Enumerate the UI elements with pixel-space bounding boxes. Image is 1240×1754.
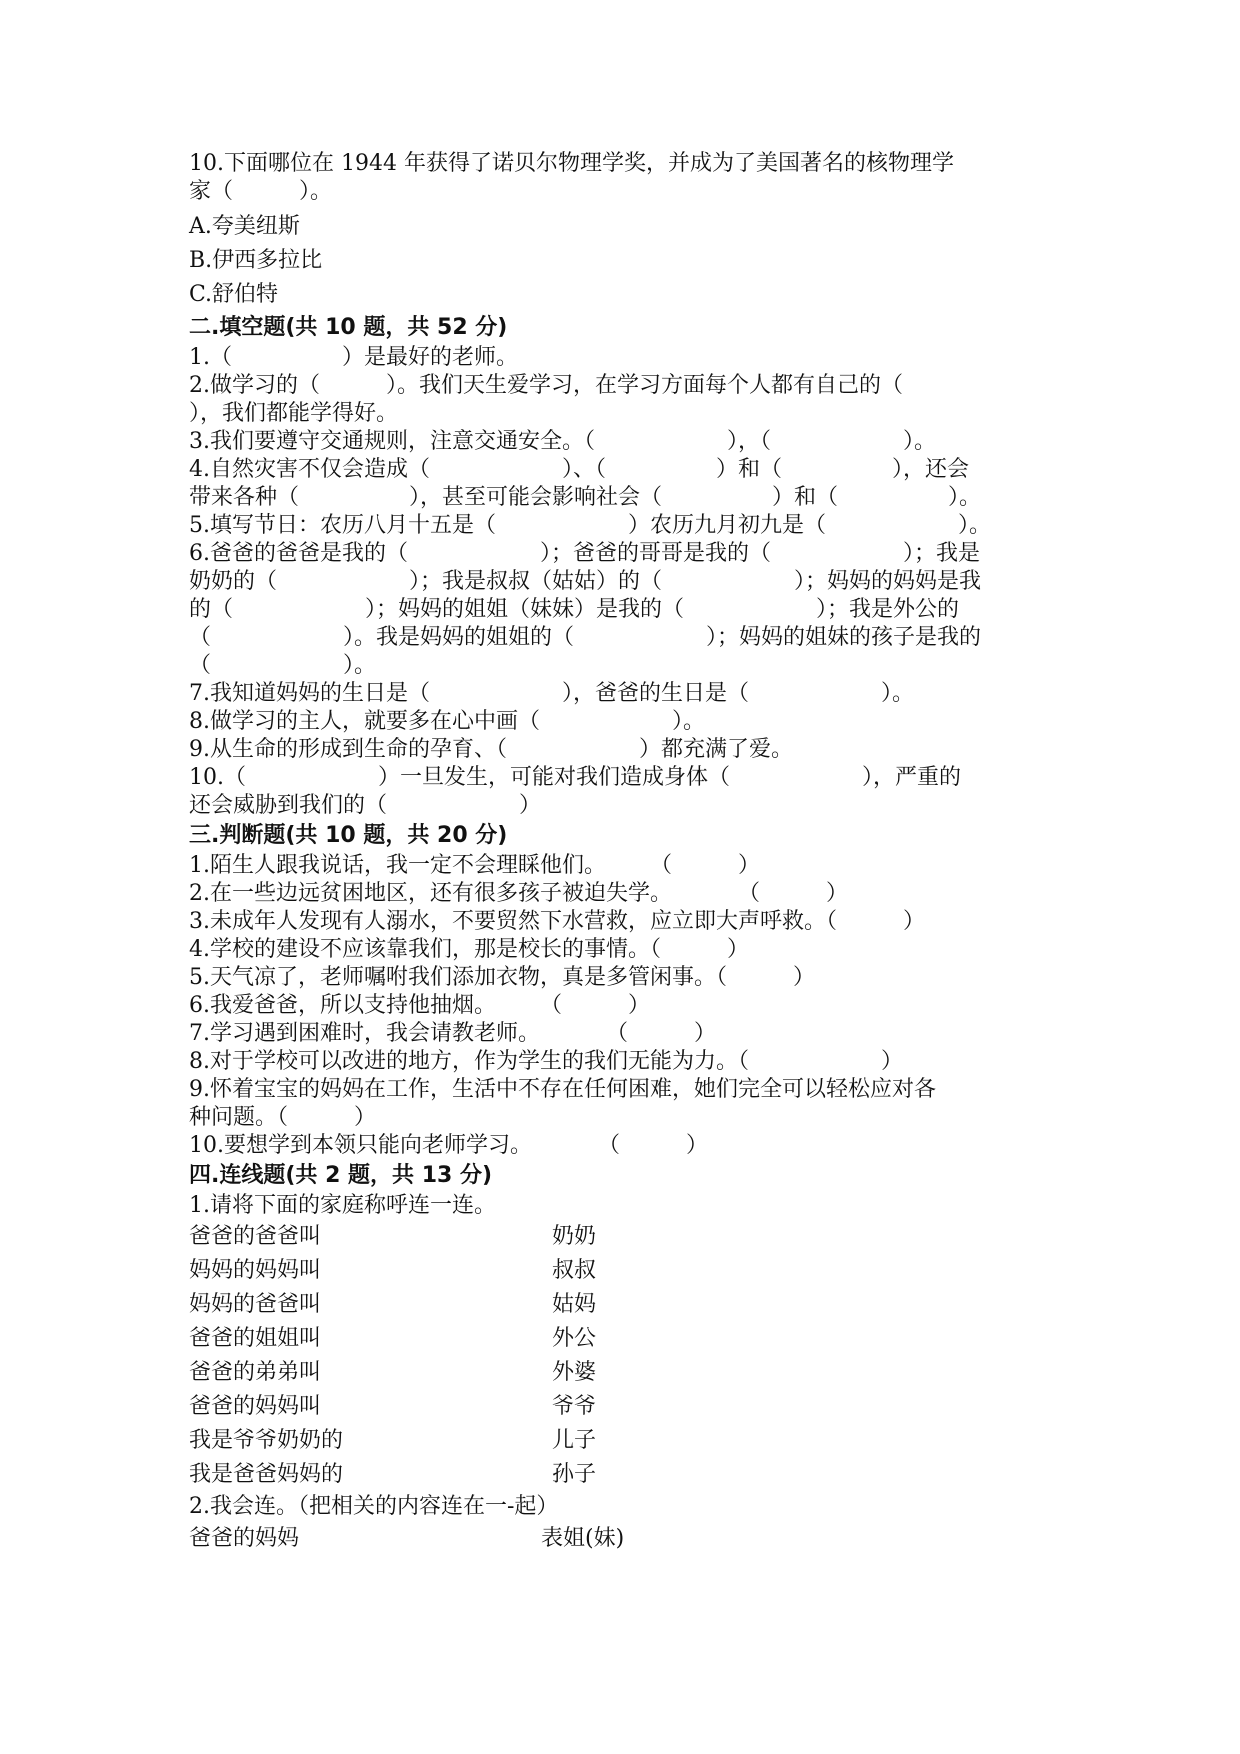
question-line: 10.要想学到本领只能向老师学习。 （ ） bbox=[189, 1133, 708, 1158]
match-left[interactable]: 爸爸的爸爸叫 bbox=[189, 1224, 322, 1249]
match-left[interactable]: 爸爸的妈妈 bbox=[189, 1526, 300, 1551]
question-line: 8.对于学校可以改进的地方，作为学生的我们无能为力。（ ） bbox=[189, 1049, 903, 1074]
match-right[interactable]: 外公 bbox=[552, 1326, 597, 1351]
question-line: 7.我知道妈妈的生日是（ ），爸爸的生日是（ ）。 bbox=[189, 681, 914, 706]
question-line: 2.做学习的（ ）。我们天生爱学习，在学习方面每个人都有自己的（ bbox=[189, 373, 903, 398]
option-b: B.伊西多拉比 bbox=[189, 248, 323, 273]
match-left[interactable]: 爸爸的姐姐叫 bbox=[189, 1326, 322, 1351]
matching-row bbox=[189, 1390, 1069, 1424]
match-left[interactable]: 妈妈的妈妈叫 bbox=[189, 1258, 322, 1283]
question-line: 4.自然灾害不仅会造成（ ）、（ ）和（ ），还会 bbox=[189, 457, 969, 482]
match-left[interactable]: 爸爸的妈妈叫 bbox=[189, 1394, 322, 1419]
option-a: A.夸美纽斯 bbox=[189, 214, 300, 239]
section-matching bbox=[189, 1160, 1069, 1556]
question-line: 带来各种（ ），甚至可能会影响社会（ ）和（ ）。 bbox=[189, 485, 982, 510]
match-left[interactable]: 妈妈的爸爸叫 bbox=[189, 1292, 322, 1317]
section-fill-blank bbox=[189, 312, 1069, 820]
question-line: 1.（ ）是最好的老师。 bbox=[189, 345, 518, 370]
question-line: 7.学习遇到困难时，我会请教老师。 （ ） bbox=[189, 1021, 716, 1046]
match-right[interactable]: 爷爷 bbox=[552, 1394, 597, 1419]
question-line: 奶奶的（ ）；我是叔叔（姑姑）的（ ）；妈妈的妈妈是我 bbox=[189, 569, 982, 594]
question-line: 6.我爱爸爸，所以支持他抽烟。 （ ） bbox=[189, 993, 650, 1018]
question-line: 9.怀着宝宝的妈妈在工作，生活中不存在任何困难，她们完全可以轻松应对各 bbox=[189, 1077, 936, 1102]
matching-row bbox=[189, 1220, 1069, 1254]
worksheet-page bbox=[189, 150, 1069, 1556]
matching-question-2-title: 2.我会连。（把相关的内容连在一-起） bbox=[189, 1494, 559, 1519]
option-c: C.舒伯特 bbox=[189, 282, 279, 307]
question-line: ），我们都能学得好。 bbox=[189, 401, 399, 426]
match-right[interactable]: 奶奶 bbox=[552, 1224, 597, 1249]
question-text: 10.下面哪位在 1944 年获得了诺贝尔物理学奖，并成为了美国著名的核物理学 bbox=[189, 151, 954, 176]
match-right[interactable]: 叔叔 bbox=[552, 1258, 597, 1283]
match-right[interactable]: 外婆 bbox=[552, 1360, 597, 1385]
match-right[interactable]: 儿子 bbox=[552, 1428, 597, 1453]
question-line: 5.填写节日：农历八月十五是（ ）农历九月初九是（ ）。 bbox=[189, 513, 991, 538]
question-10-choice bbox=[189, 150, 1069, 312]
match-right[interactable]: 表姐(妹) bbox=[541, 1526, 625, 1551]
question-line: （ ）。我是妈妈的姐姐的（ ）；妈妈的姐妹的孩子是我的 bbox=[189, 625, 982, 650]
section-true-false bbox=[189, 820, 1069, 1160]
question-line: 8.做学习的主人，就要多在心中画（ ）。 bbox=[189, 709, 705, 734]
question-line: 3.未成年人发现有人溺水，不要贸然下水营救，应立即大声呼救。（ ） bbox=[189, 909, 925, 934]
match-left[interactable]: 爸爸的弟弟叫 bbox=[189, 1360, 322, 1385]
matching-row bbox=[189, 1322, 1069, 1356]
matching-row bbox=[189, 1522, 1069, 1556]
section-title: 二.填空题(共 10 题，共 52 分) bbox=[189, 315, 508, 340]
match-left[interactable]: 我是爷爷奶奶的 bbox=[189, 1428, 344, 1453]
matching-row bbox=[189, 1288, 1069, 1322]
match-left[interactable]: 我是爸爸妈妈的 bbox=[189, 1462, 344, 1487]
matching-row bbox=[189, 1424, 1069, 1458]
match-right[interactable]: 姑妈 bbox=[552, 1292, 597, 1317]
section-title: 四.连线题(共 2 题，共 13 分) bbox=[189, 1163, 493, 1188]
question-line: 1.陌生人跟我说话，我一定不会理睬他们。 （ ） bbox=[189, 853, 760, 878]
question-line: 2.在一些边远贫困地区，还有很多孩子被迫失学。 （ ） bbox=[189, 881, 848, 906]
question-line: 10.（ ）一旦发生，可能对我们造成身体（ ），严重的 bbox=[189, 765, 961, 790]
question-line: 6.爸爸的爸爸是我的（ ）；爸爸的哥哥是我的（ ）；我是 bbox=[189, 541, 980, 566]
question-text: 家（ ）。 bbox=[189, 179, 333, 204]
question-line: 还会威胁到我们的（ ） bbox=[189, 793, 542, 818]
matching-row bbox=[189, 1254, 1069, 1288]
question-line: 种问题。（ ） bbox=[189, 1105, 377, 1130]
matching-row bbox=[189, 1458, 1069, 1492]
question-line: 3.我们要遵守交通规则，注意交通安全。（ ），（ ）。 bbox=[189, 429, 936, 454]
section-title: 三.判断题(共 10 题，共 20 分) bbox=[189, 823, 508, 848]
question-line: 5.天气凉了，老师嘱咐我们添加衣物，真是多管闲事。（ ） bbox=[189, 965, 815, 990]
matching-row bbox=[189, 1356, 1069, 1390]
matching-question-1-title: 1.请将下面的家庭称呼连一连。 bbox=[189, 1193, 496, 1218]
question-line: （ ）。 bbox=[189, 653, 377, 678]
question-line: 的（ ）；妈妈的姐姐（妹妹）是我的（ ）；我是外公的 bbox=[189, 597, 960, 622]
question-line: 9.从生命的形成到生命的孕育、（ ）都充满了爱。 bbox=[189, 737, 793, 762]
question-line: 4.学校的建设不应该靠我们，那是校长的事情。（ ） bbox=[189, 937, 749, 962]
match-right[interactable]: 孙子 bbox=[552, 1462, 597, 1487]
